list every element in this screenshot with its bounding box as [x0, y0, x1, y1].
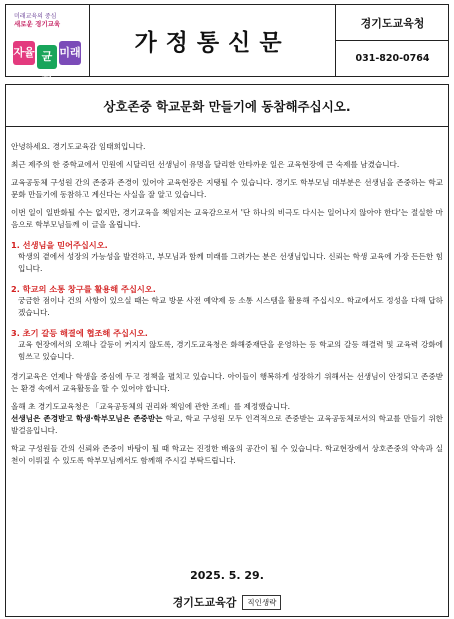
- logo-box-balance: 균형: [37, 45, 57, 69]
- letter-body-frame: [5, 84, 449, 617]
- logo-box-future: 미래: [59, 41, 81, 65]
- closing-2-lead: 올해 초 경기도교육청은 「교육공동체의 권리와 책임에 관한 조례」를 제정했습니다.: [11, 402, 290, 411]
- paragraph: 최근 제주의 한 중학교에서 민원에 시달리던 선생님이 유명을 달리한 안타까운 일은 교육현장에 큰 숙제를 남겼습니다.: [11, 160, 400, 169]
- letter-content: [11, 141, 443, 473]
- letter-date: 2025. 5. 29.: [190, 569, 264, 582]
- section-title-1: 1. 선생님을 믿어주십시오.: [11, 240, 108, 250]
- document-title: 가정통신문: [90, 5, 336, 76]
- section-title-2: 2. 학교의 소통 창구를 활용해 주십시오.: [11, 284, 156, 294]
- closing-paragraph-3: 학교 구성원들 간의 신뢰와 존중이 바탕이 될 때 학교는 진정한 배움의 공간이 될 수 있습니다. 학교현장에서 상호존중의 약속과 실천이 이뤄질 수 있도록 학부모님께서도 함께해 주시길 부탁드립니다.: [11, 444, 443, 465]
- contact-phone: 031-820-0764: [355, 53, 430, 64]
- logo-slogan-line2: 새로운 경기교육: [14, 20, 61, 28]
- logo-boxes: [13, 41, 83, 87]
- section-body-3: 교육 현장에서의 오해나 갈등이 커지지 않도록, 경기도교육청은 화해중재단을 운영하는 등 학교의 갈등 해결력 및 교육력 강화에 힘쓰고 있습니다.: [18, 340, 443, 361]
- letter-headline: 상호존중 학교문화 만들기에 동참해주십시오.: [6, 85, 448, 127]
- letterhead: [5, 4, 449, 87]
- signatory: 경기도교육감: [172, 596, 237, 609]
- paragraph: 이번 일이 일반화될 수는 없지만, 경기교육을 책임지는 교육감으로서 '단 하나의 비극도 다시는 일어나지 않아야 한다'는 절실한 마음으로 학부모님들께 이 글을 올립니다.: [11, 208, 443, 229]
- logo-slogan-line1: 미래교육의 중심: [14, 13, 57, 20]
- paragraph: 교육공동체 구성원 간의 존중과 존경이 있어야 교육현장은 지탱될 수 있습니다. 경기도 학부모님 대부분은 선생님을 존중하는 학교문화 만들기에 동참하고 계신다는 사실을 잘 알고 있습니다.: [11, 178, 443, 199]
- section-body-1: 학생의 곁에서 성장의 가능성을 발견하고, 부모님과 함께 미래를 그려가는 분은 선생님입니다. 신뢰는 학생 교육에 가장 든든한 힘입니다.: [18, 252, 443, 273]
- education-office-logo: [6, 5, 90, 87]
- section-body-2: 궁금한 점이나 건의 사항이 있으실 때는 학교 방문 사전 예약제 등 소통 시스템을 활용해 주십시오. 학교에서도 정성을 다해 답하겠습니다.: [18, 296, 443, 317]
- greeting: 안녕하세요. 경기도교육감 임태희입니다.: [11, 142, 146, 151]
- signature-block: [6, 594, 448, 610]
- closing-paragraph-2: [11, 401, 443, 437]
- logo-box-autonomy: 자율: [13, 41, 35, 65]
- closing-2-bold: 선생님은 존경받고 학생·학부모님은 존중받는: [11, 414, 163, 423]
- closing-2-tail: 학교, 학교 구성원 모두 인격적으로 존중받는 교육공동체로서의 학교를 만들기 위한 발걸음입니다.: [11, 414, 443, 435]
- issuing-office: 경기도교육청: [336, 5, 449, 41]
- closing-paragraph-1: 경기교육은 언제나 학생을 중심에 두고 정책을 펼치고 있습니다. 아이들이 행복하게 성장하기 위해서는 선생님이 안정되고 존중받는 환경 속에서 교육활동을 할 수 있어야 합니다.: [11, 372, 443, 393]
- seal-omitted-box: 직인생략: [242, 595, 281, 610]
- section-title-3: 3. 초기 갈등 해결에 협조해 주십시오.: [11, 328, 148, 338]
